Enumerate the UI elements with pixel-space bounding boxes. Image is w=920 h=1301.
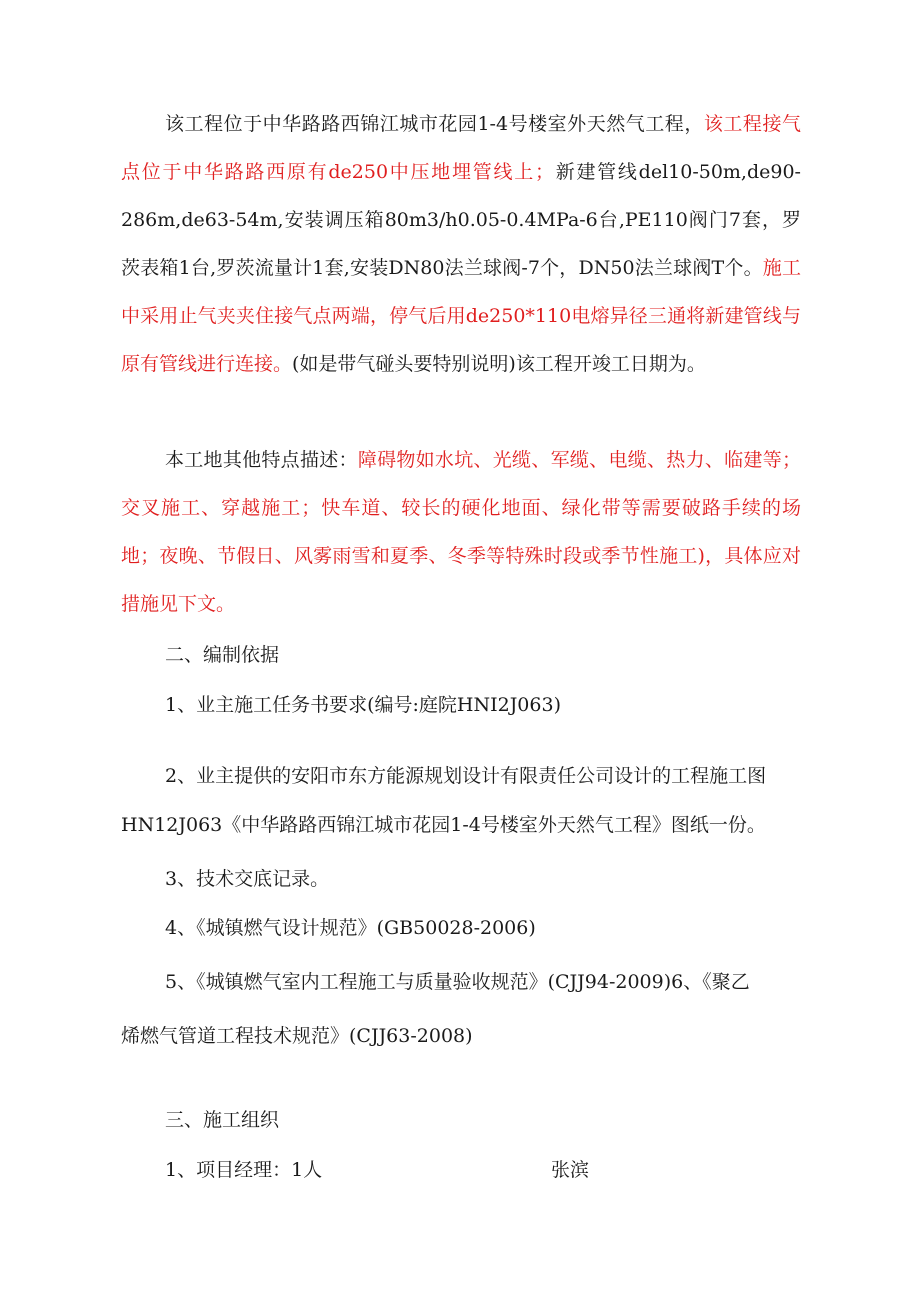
site-features-lead: 本工地其他特点描述： bbox=[165, 449, 358, 471]
schedule-note-text: (如是带气碰头要特别说明)该工程开竣工日期为。 bbox=[292, 353, 706, 375]
site-features-detail: 障碍物如水坑、光缆、军缆、电缆、热力、临建等；交叉施工、穿越施工；快车道、较长的硬化地面、绿化带等需要破路手续的场地；夜晚、节假日、风雾雨雪和夏季、冬季等特殊时段或季节性施工)，具体应对措施见下文。 bbox=[121, 449, 801, 615]
basis-item-3: 3、技术交底记录。 bbox=[165, 868, 330, 890]
project-description-paragraph bbox=[121, 100, 801, 388]
connection-method-text: 施工中采用止气夹夹住接气点两端，停气后用de250*110电熔异径三通将新建管线与原有管线进行连接。 bbox=[121, 257, 801, 375]
gas-connection-point-text: 该工程接气点位于中华路路西原有de250中压地埋管线上； bbox=[121, 113, 801, 183]
basis-item-4: 4、《城镇燃气设计规范》(GB50028-2006) bbox=[165, 917, 536, 939]
basis-item-1: 1、业主施工任务书要求(编号:庭院HNI2J063) bbox=[165, 694, 561, 716]
basis-item-2-line-1: 2、业主提供的安阳市东方能源规划设计有限责任公司设计的工程施工图 bbox=[165, 765, 767, 787]
section-heading-basis: 二、编制依据 bbox=[165, 644, 280, 666]
basis-item-5-line-1: 5、《城镇燃气室内工程施工与质量验收规范》(CJJ94-2009)6、《聚乙 bbox=[165, 971, 750, 993]
new-pipeline-spec-text: 新建管线del10-50m,de90-286m,de63-54m,安装调压箱80m3/h0.05-0.4MPa-6台,PE110阀门7套，罗茨表箱1台,罗茨流量计1套,安装DN80法兰球阀-7个，DN50法兰球阀T个。 bbox=[121, 161, 801, 279]
site-features-paragraph bbox=[121, 436, 801, 628]
project-manager-name: 张滨 bbox=[551, 1159, 590, 1181]
project-location-text: 该工程位于中华路路西锦江城市花园1-4号楼室外天然气工程， bbox=[165, 113, 704, 135]
section-heading-organization: 三、施工组织 bbox=[165, 1109, 280, 1131]
basis-item-5-line-2: 烯燃气管道工程技术规范》(CJJ63-2008) bbox=[121, 1025, 473, 1047]
organization-item-1-label: 1、项目经理：1人 bbox=[165, 1159, 323, 1181]
basis-item-2-line-2: HN12J063《中华路路西锦江城市花园1-4号楼室外天然气工程》图纸一份。 bbox=[121, 814, 766, 836]
